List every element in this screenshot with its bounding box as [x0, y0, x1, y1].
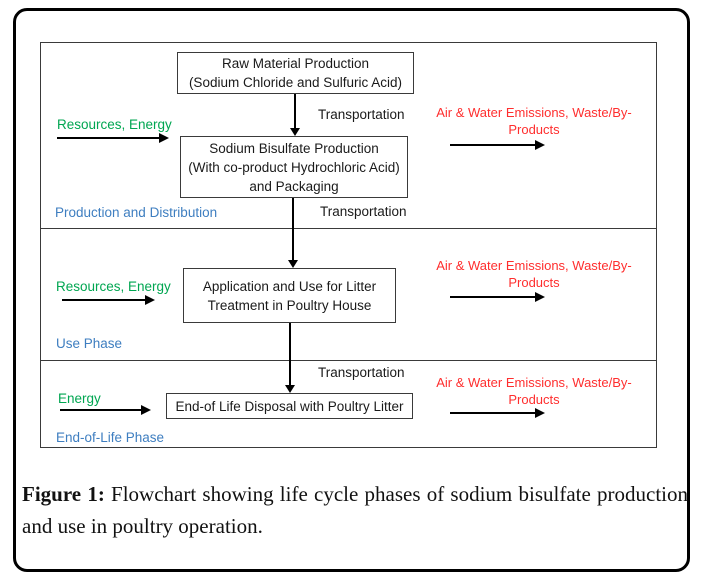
emissions-text-line: Products: [508, 274, 560, 290]
emissions-text-line: Products: [508, 121, 560, 137]
arrow-right-icon: [450, 144, 536, 146]
output-emissions-label-3: [433, 375, 635, 408]
box-application-use-litter: [183, 268, 396, 323]
arrow-right-icon: [57, 137, 160, 139]
transportation-label-3: Transportation: [318, 365, 405, 380]
arrow-right-icon: [62, 299, 146, 301]
emissions-text-line: Air & Water Emissions, Waste/By-: [436, 105, 632, 120]
phase-label-end-of-life: End-of-Life Phase: [56, 430, 165, 445]
transportation-label-1: Transportation: [318, 107, 405, 122]
transportation-label-2: Transportation: [320, 204, 407, 219]
input-energy-label: Energy: [58, 391, 101, 406]
box-raw-material-production: [177, 52, 414, 94]
emissions-text-line: Air & Water Emissions, Waste/By-: [436, 375, 632, 390]
arrow-down-icon: [289, 323, 291, 385]
output-emissions-label-2: [433, 258, 635, 291]
arrow-right-icon: [450, 412, 536, 414]
phase-label-use-phase: Use Phase: [56, 336, 123, 351]
caption-text: Flowchart showing life cycle phases of sodium bisulfate production and use in poultry operation.: [22, 482, 688, 538]
figure-caption: [22, 479, 688, 542]
input-resources-energy-label-2: Resources, Energy: [56, 279, 171, 294]
box-text-line: and Packaging: [249, 178, 339, 194]
box-text-line: Treatment in Poultry House: [207, 297, 372, 313]
input-resources-energy-label-1: Resources, Energy: [57, 117, 172, 132]
emissions-text-line: Products: [508, 391, 560, 407]
emissions-text-line: Air & Water Emissions, Waste/By-: [436, 258, 632, 273]
arrow-down-icon: [294, 94, 296, 128]
box-text-line: Application and Use for Litter: [202, 278, 377, 294]
phase-divider-2: [40, 360, 657, 361]
box-end-of-life-disposal: [166, 393, 413, 419]
output-emissions-label-1: [433, 105, 635, 138]
caption-label: Figure 1:: [22, 482, 105, 506]
arrow-right-icon: [60, 409, 142, 411]
box-text-line: Raw Material Production: [221, 56, 370, 71]
arrow-right-icon: [450, 296, 536, 298]
box-text-line: Sodium Bisulfate Production: [209, 140, 379, 156]
box-text-line: (With co-product Hydrochloric Acid): [188, 159, 400, 175]
phase-divider-1: [40, 228, 657, 229]
phase-label-production-distribution: Production and Distribution: [55, 205, 218, 220]
box-text-line: (Sodium Chloride and Sulfuric Acid): [188, 75, 403, 90]
arrow-down-icon: [292, 198, 294, 260]
box-sodium-bisulfate-production: [180, 136, 408, 198]
box-text-line: End-of Life Disposal with Poultry Litter: [175, 398, 404, 414]
